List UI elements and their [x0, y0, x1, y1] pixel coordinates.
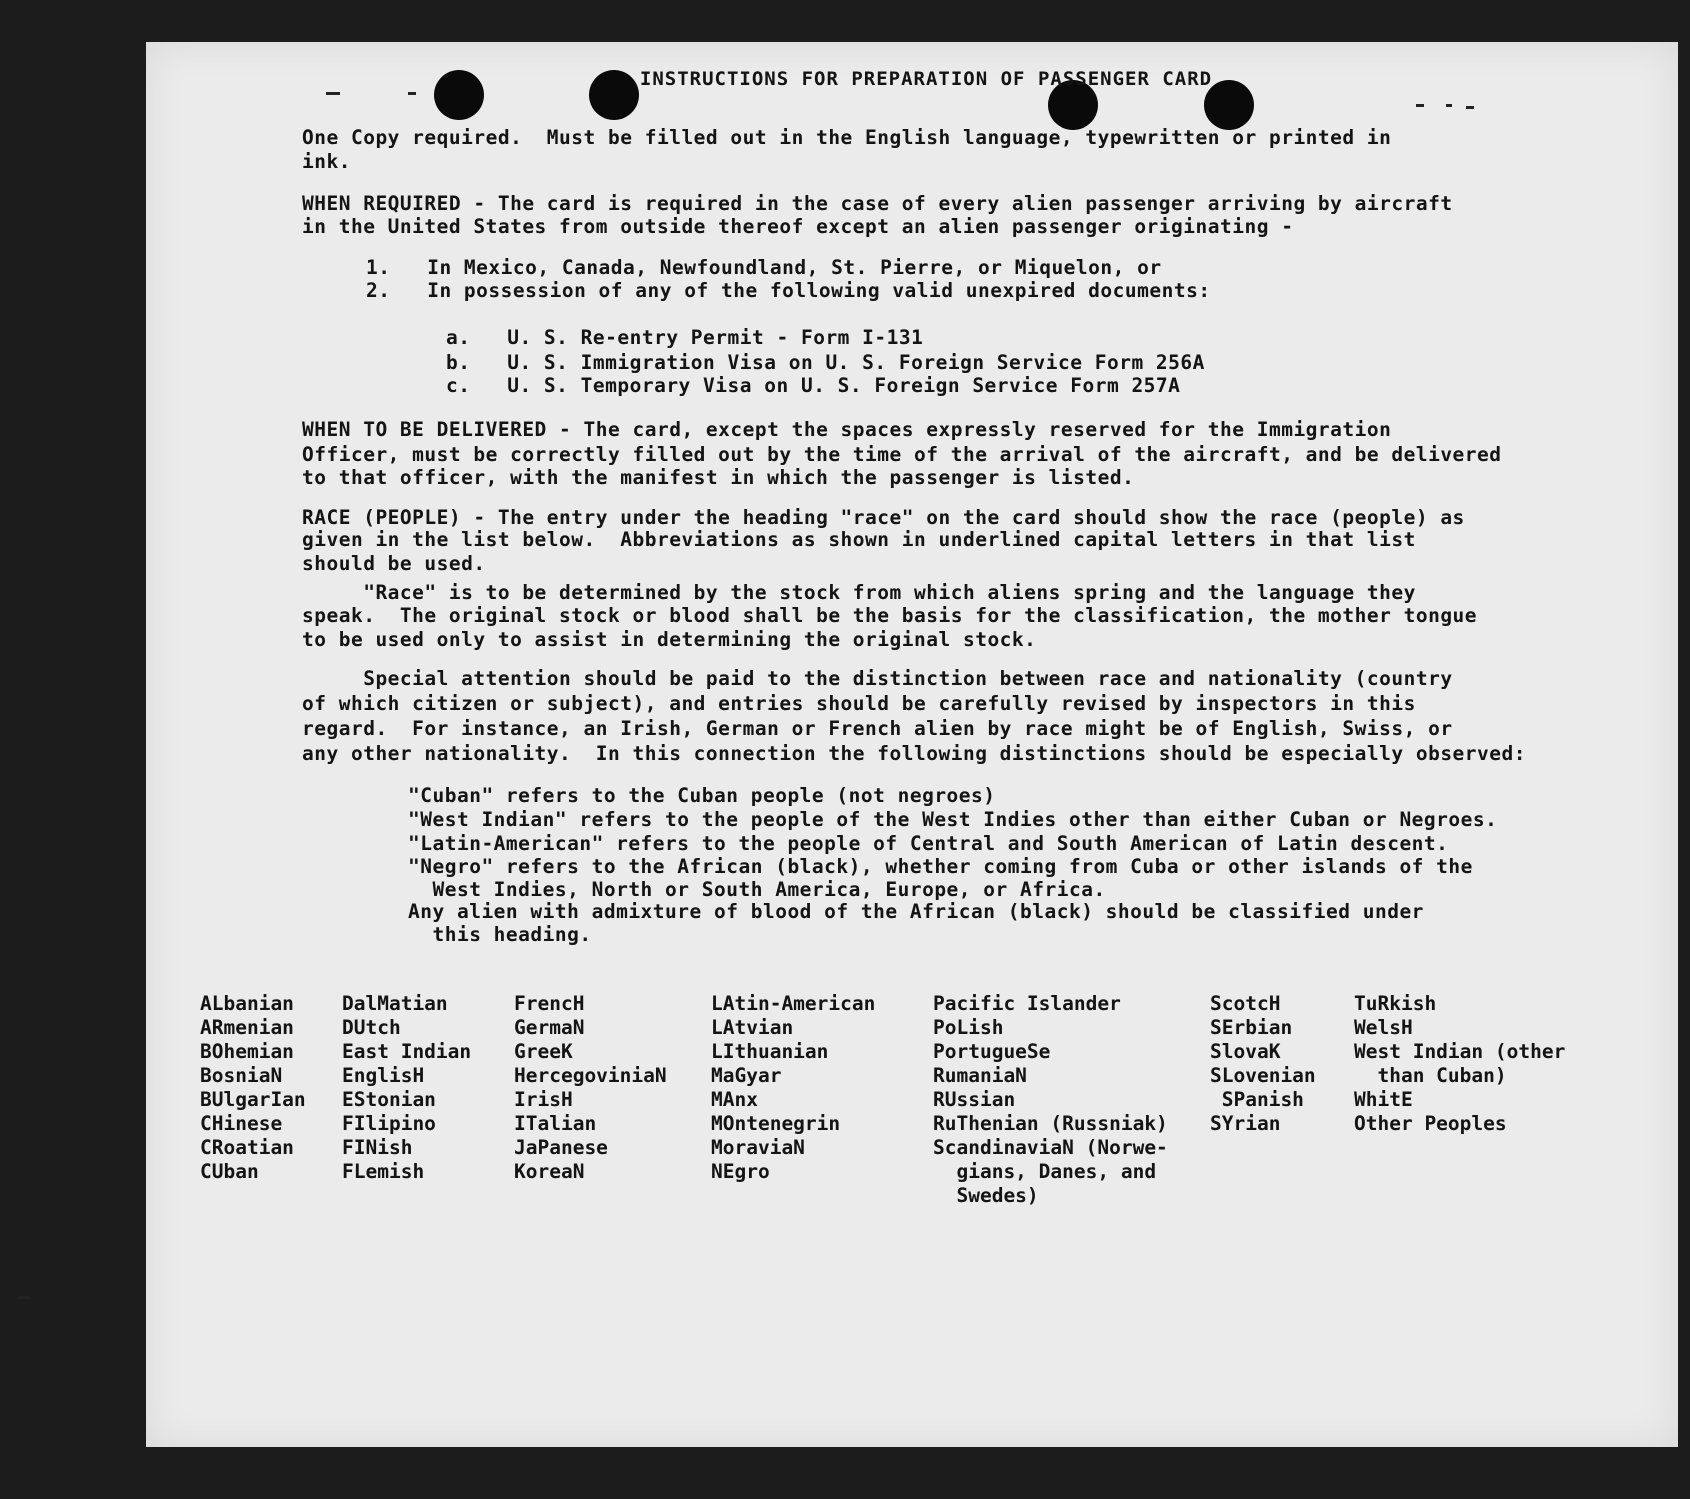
race-list-column	[1210, 992, 1316, 1136]
scan-speck	[18, 1296, 30, 1299]
race-entry: KoreaN	[514, 1160, 585, 1183]
race-entry: Other Peoples	[1354, 1112, 1507, 1135]
race-entry: MOntenegrin	[711, 1112, 841, 1135]
race-entry: than Cuban)	[1354, 1064, 1507, 1087]
paragraph-nationality-line: Special attention should be paid to the distinction between race and nationality (country	[302, 667, 1453, 690]
race-entry: FIlipino	[342, 1112, 436, 1135]
race-entry: West Indian (other	[1354, 1040, 1566, 1063]
race-entry: RumaniaN	[933, 1064, 1027, 1087]
race-entry: WhitE	[1354, 1088, 1413, 1111]
race-list-column	[711, 992, 875, 1184]
scan-speck	[408, 92, 416, 95]
race-entry: SErbian	[1210, 1016, 1293, 1039]
race-entry: TuRkish	[1354, 992, 1437, 1015]
punch-hole	[434, 70, 484, 120]
race-entry: FINish	[342, 1136, 413, 1159]
race-entry: BOhemian	[200, 1040, 294, 1063]
definition-line: "Cuban" refers to the Cuban people (not negroes)	[408, 784, 996, 807]
race-entry: CUban	[200, 1160, 259, 1183]
race-entry: ALbanian	[200, 992, 294, 1015]
race-entry: CRoatian	[200, 1136, 294, 1159]
definition-line: this heading.	[408, 923, 592, 946]
race-entry: Swedes)	[933, 1184, 1039, 1207]
race-entry: HercegoviniaN	[514, 1064, 667, 1087]
paragraph-delivery-line: Officer, must be correctly filled out by the time of the arrival of the aircraft, and be delivered	[302, 443, 1502, 466]
race-entry: BosniaN	[200, 1064, 283, 1087]
race-entry: CHinese	[200, 1112, 283, 1135]
scan-speck	[326, 92, 340, 95]
paragraph-race-line: given in the list below. Abbreviations as shown in underlined capital letters in that list	[302, 528, 1416, 551]
race-entry: gians, Danes, and	[933, 1160, 1157, 1183]
definition-line: "Latin-American" refers to the people of Central and South American of Latin descent.	[408, 832, 1449, 855]
race-entry: LIthuanian	[711, 1040, 829, 1063]
race-entry: LAtvian	[711, 1016, 794, 1039]
race-entry: PortugueSe	[933, 1040, 1051, 1063]
race-list-column	[342, 992, 471, 1184]
paragraph-stock-line: to be used only to assist in determining the original stock.	[302, 628, 1037, 651]
race-entry: JaPanese	[514, 1136, 608, 1159]
race-entry: MAnx	[711, 1088, 758, 1111]
race-entry: Pacific Islander	[933, 992, 1121, 1015]
scan-speck	[1466, 106, 1474, 109]
race-entry: BUlgarIan	[200, 1088, 306, 1111]
race-entry: RUssian	[933, 1088, 1016, 1111]
paragraph-when-required-line: in the United States from outside thereof except an alien passenger originating -	[302, 215, 1294, 238]
race-entry: EStonian	[342, 1088, 436, 1111]
paragraph-stock-line: "Race" is to be determined by the stock from which aliens spring and the language they	[302, 581, 1416, 604]
paragraph-nationality-line: any other nationality. In this connection the following distinctions should be especially observed:	[302, 742, 1526, 765]
list-item: 1. In Mexico, Canada, Newfoundland, St. Pierre, or Miquelon, or	[366, 256, 1162, 279]
race-entry: SlovaK	[1210, 1040, 1281, 1063]
race-entry: MoraviaN	[711, 1136, 805, 1159]
race-entry: NEgro	[711, 1160, 770, 1183]
race-list-column	[200, 992, 306, 1184]
list-item: b. U. S. Immigration Visa on U. S. Foreign Service Form 256A	[446, 351, 1205, 374]
race-entry: FLemish	[342, 1160, 425, 1183]
paragraph-nationality-line: of which citizen or subject), and entries should be carefully revised by inspectors in this	[302, 692, 1416, 715]
list-item: a. U. S. Re-entry Permit - Form I-131	[446, 326, 924, 349]
race-entry: FrencH	[514, 992, 585, 1015]
document-page	[146, 42, 1678, 1447]
race-list-column	[933, 992, 1168, 1208]
race-entry: SPanish	[1210, 1088, 1304, 1111]
race-entry: RuThenian (Russniak)	[933, 1112, 1168, 1135]
paragraph-stock-line: speak. The original stock or blood shall be the basis for the classification, the mother tongue	[302, 604, 1478, 627]
list-item: c. U. S. Temporary Visa on U. S. Foreign Service Form 257A	[446, 374, 1181, 397]
race-entry: WelsH	[1354, 1016, 1413, 1039]
race-entry: ScandinaviaN (Norwe-	[933, 1136, 1168, 1159]
race-entry: East Indian	[342, 1040, 472, 1063]
paragraph-copy-line: ink.	[302, 150, 351, 173]
race-entry: GreeK	[514, 1040, 573, 1063]
race-entry: PoLish	[933, 1016, 1004, 1039]
document-title: INSTRUCTIONS FOR PREPARATION OF PASSENGER CARD	[639, 68, 1213, 90]
race-entry: MaGyar	[711, 1064, 782, 1087]
paragraph-race-line: should be used.	[302, 552, 486, 575]
paragraph-delivery-line: WHEN TO BE DELIVERED - The card, except the spaces expressly reserved for the Immigration	[302, 418, 1392, 441]
race-entry: DalMatian	[342, 992, 448, 1015]
race-list-column	[514, 992, 667, 1184]
paragraph-nationality-line: regard. For instance, an Irish, German or French alien by race might be of English, Swiss, or	[302, 717, 1453, 740]
race-entry: EnglisH	[342, 1064, 425, 1087]
race-entry: SLovenian	[1210, 1064, 1316, 1087]
definition-line: "Negro" refers to the African (black), whether coming from Cuba or other islands of the	[408, 855, 1473, 878]
scan-speck	[1446, 104, 1452, 107]
race-entry: DUtch	[342, 1016, 401, 1039]
paragraph-when-required-line: WHEN REQUIRED - The card is required in the case of every alien passenger arriving by aircraft	[302, 192, 1453, 215]
definition-line: West Indies, North or South America, Europe, or Africa.	[408, 878, 1106, 901]
race-list-column	[1354, 992, 1565, 1136]
definition-line: Any alien with admixture of blood of the African (black) should be classified under	[408, 900, 1424, 923]
definition-line: "West Indian" refers to the people of the West Indies other than either Cuban or Negroes.	[408, 808, 1498, 831]
race-entry: IrisH	[514, 1088, 573, 1111]
race-entry: ITalian	[514, 1112, 597, 1135]
race-entry: SYrian	[1210, 1112, 1281, 1135]
race-entry: LAtin-American	[711, 992, 876, 1015]
scan-speck	[1416, 104, 1424, 107]
paragraph-race-line: RACE (PEOPLE) - The entry under the heading "race" on the card should show the race (people) as	[302, 506, 1465, 529]
race-entry: GermaN	[514, 1016, 585, 1039]
paragraph-copy-line: One Copy required. Must be filled out in the English language, typewritten or printed in	[302, 126, 1392, 149]
list-item: 2. In possession of any of the following valid unexpired documents:	[366, 279, 1211, 302]
race-entry: ScotcH	[1210, 992, 1281, 1015]
paragraph-delivery-line: to that officer, with the manifest in which the passenger is listed.	[302, 466, 1135, 489]
race-entry: ARmenian	[200, 1016, 294, 1039]
